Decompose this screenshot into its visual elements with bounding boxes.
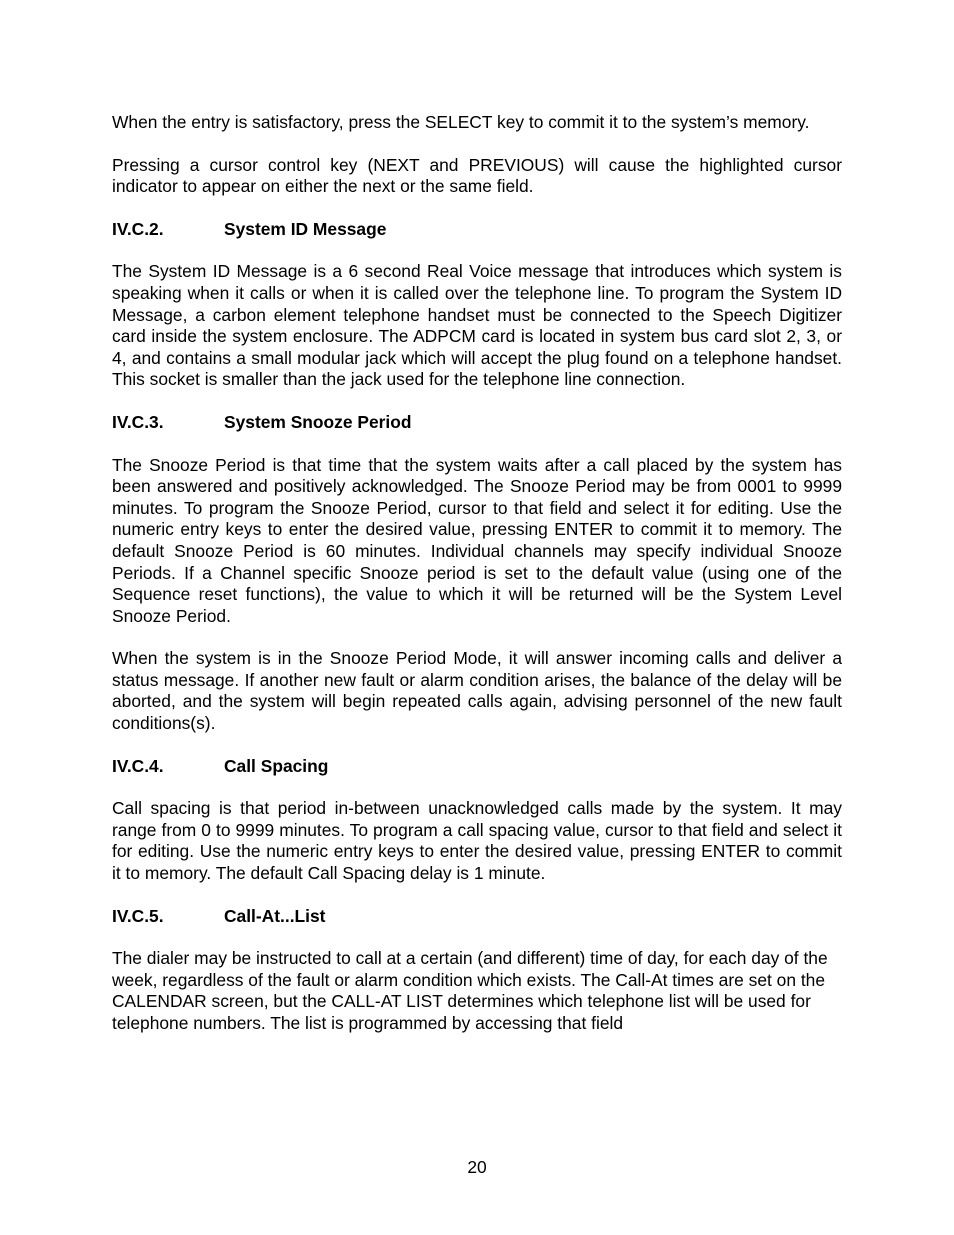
body-paragraph: The Snooze Period is that time that the system waits after a call placed by the system has been answered and positively acknowledged. The Snooze Period may be from 0001 to 9999 minutes. To program the Snooze Period, cursor to that field and select it for editing. Use the numeric entry keys to enter the desired value, pressing ENTER to commit it to memory. The default Snooze Period is 60 minutes. Individual channels may specify individual Snooze Periods. If a Channel specific Snooze period is set to the default value (using one of the Sequence reset functions), the value to which it will be returned will be the System Level Snooze Period.: [112, 454, 842, 626]
section-title: Call Spacing: [224, 755, 329, 776]
body-paragraph: The System ID Message is a 6 second Real Voice message that introduces which system is speaking when it calls or when it is called over the telephone line. To program the System ID Message, a carbon element telephone handset must be connected to the Speech Digitizer card inside the system enclosure. The ADPCM card is located in system bus card slot 2, 3, or 4, and contains a small modular jack which will accept the plug found on a telephone handset. This socket is smaller than the jack used for the telephone line connection.: [112, 261, 842, 390]
body-paragraph: Pressing a cursor control key (NEXT and PREVIOUS) will cause the highlighted cursor indicator to appear on either the next or the same field.: [112, 154, 842, 197]
section-number: IV.C.2.: [112, 218, 164, 239]
section-number: IV.C.5.: [112, 905, 164, 926]
body-paragraph: When the system is in the Snooze Period Mode, it will answer incoming calls and deliver a status message. If another new fault or alarm condition arises, the balance of the delay will be aborted, and the system will begin repeated calls again, advising personnel of the new fault conditions(s).: [112, 648, 842, 734]
body-paragraph: When the entry is satisfactory, press the SELECT key to commit it to the system’s memory.: [112, 112, 810, 132]
body-paragraph: Call spacing is that period in-between unacknowledged calls made by the system. It may range from 0 to 9999 minutes. To program a call spacing value, cursor to that field and select it for editing. Use the numeric entry keys to enter the desired value, pressing ENTER to commit it to memory. The default Call Spacing delay is 1 minute.: [112, 798, 842, 884]
section-title: System ID Message: [224, 218, 387, 239]
document-page: [112, 112, 842, 1056]
section-heading: [112, 756, 842, 778]
section-number: IV.C.4.: [112, 755, 164, 776]
section-title: System Snooze Period: [224, 411, 412, 432]
body-paragraph: The dialer may be instructed to call at a certain (and different) time of day, for each day of the week, regardless of the fault or alarm condition which exists. The Call-At times are set on the CALENDAR screen, but the CALL-AT LIST determines which telephone list will be used for telephone numbers. The list is programmed by accessing that field: [112, 948, 828, 1033]
section-heading: [112, 906, 842, 928]
section-heading: [112, 219, 842, 241]
page-number: 20: [467, 1157, 487, 1177]
section-number: IV.C.3.: [112, 411, 164, 432]
section-title: Call-At...List: [224, 905, 326, 926]
section-heading: [112, 412, 842, 434]
